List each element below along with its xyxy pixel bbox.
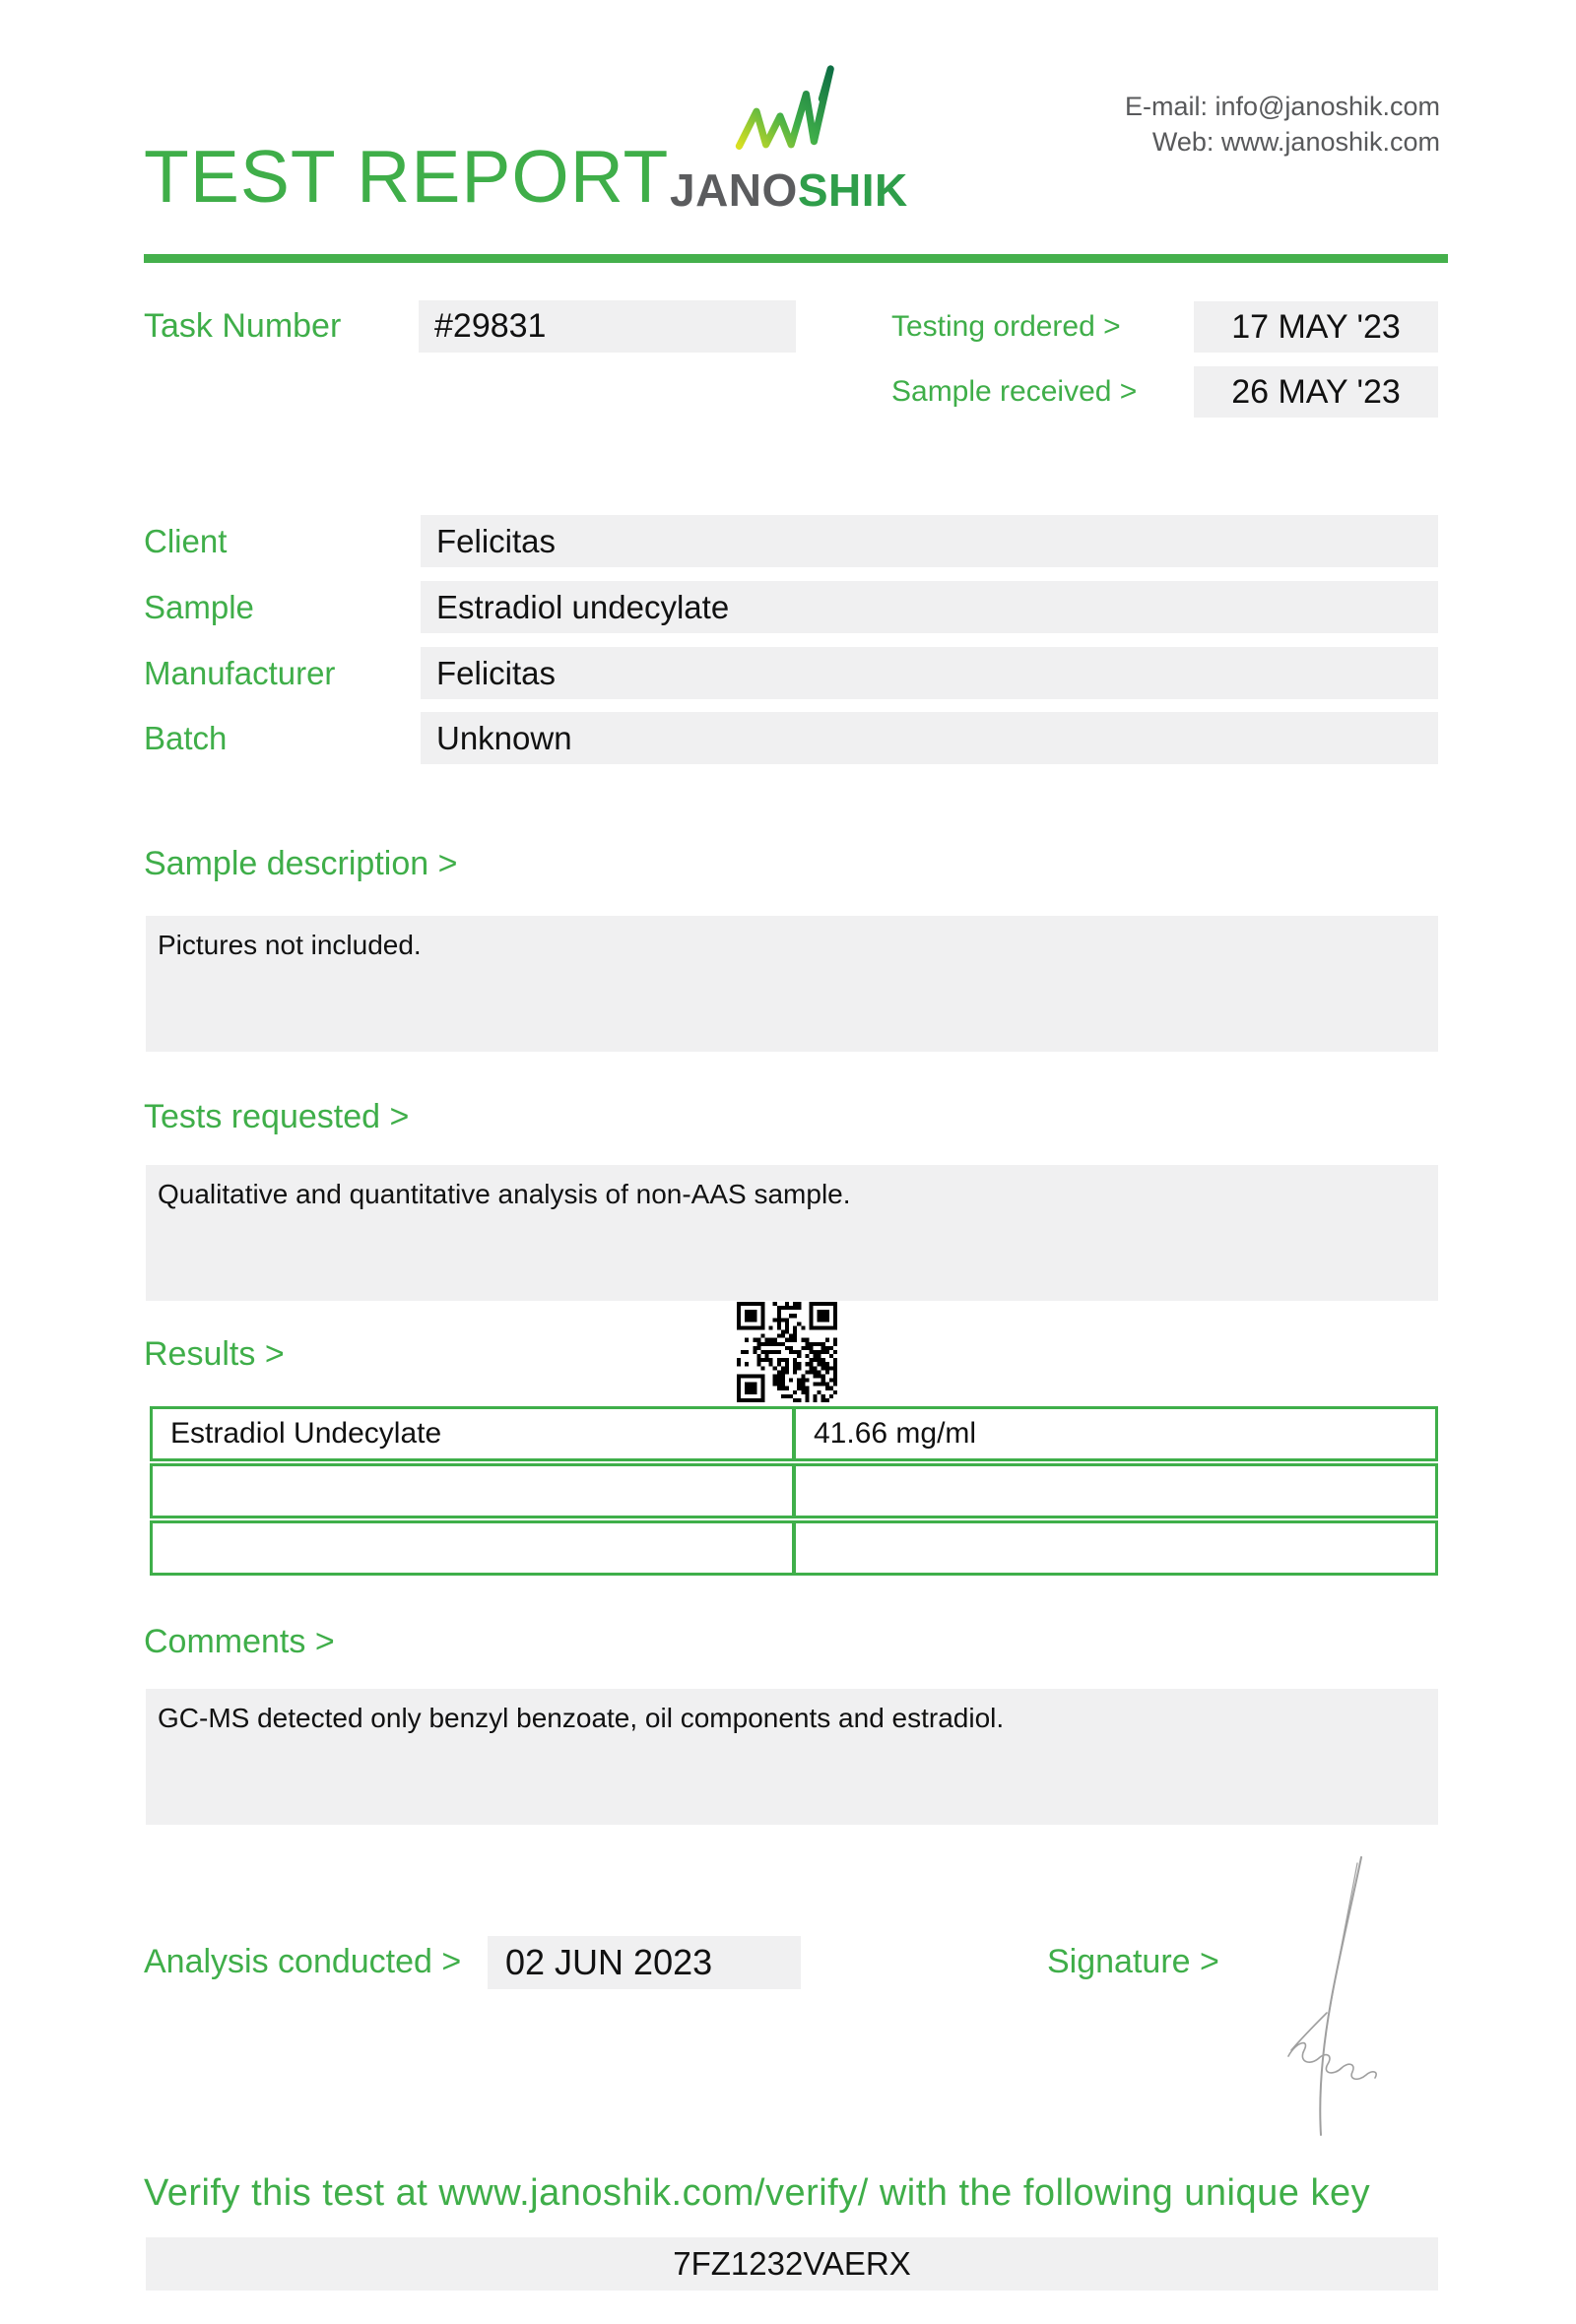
page-title: TEST REPORT xyxy=(144,135,670,218)
wordmark-green-part: SHIK xyxy=(797,164,908,216)
sample-label: Sample xyxy=(144,589,254,625)
result-value-cell xyxy=(794,1520,1438,1576)
results-table xyxy=(150,1406,1438,1578)
result-substance-cell xyxy=(150,1520,794,1576)
batch-value: Unknown xyxy=(421,712,1438,764)
email-line: E-mail: info@janoshik.com xyxy=(1124,92,1440,121)
sample-received-date: 26 MAY '23 xyxy=(1194,366,1438,418)
web-line: Web: www.janoshik.com xyxy=(1151,127,1440,157)
signature-image xyxy=(1264,1853,1412,2139)
sample-description-box xyxy=(146,916,1438,1052)
verify-instruction: Verify this test at www.janoshik.com/verify/ with the following unique key xyxy=(144,2172,1371,2214)
results-heading: Results > xyxy=(144,1335,285,1373)
header-divider xyxy=(144,254,1448,263)
manufacturer-value: Felicitas xyxy=(421,647,1438,699)
janoshik-logo-icon xyxy=(733,59,835,158)
unique-key-value: 7FZ1232VAERX xyxy=(146,2237,1438,2291)
comments-box xyxy=(146,1689,1438,1825)
contact-block xyxy=(1125,89,1440,160)
manufacturer-label: Manufacturer xyxy=(144,655,336,691)
result-value-cell xyxy=(794,1463,1438,1518)
wordmark-gray-part: JANO xyxy=(670,164,798,216)
table-row xyxy=(150,1463,1438,1518)
tests-requested-heading: Tests requested > xyxy=(144,1098,410,1135)
tests-requested-box xyxy=(146,1165,1438,1301)
analysis-conducted-label: Analysis conducted > xyxy=(144,1943,462,1980)
result-value-cell: 41.66 mg/ml xyxy=(794,1406,1438,1461)
qr-code xyxy=(737,1302,837,1402)
result-substance-cell xyxy=(150,1463,794,1518)
table-row xyxy=(150,1406,1438,1461)
sample-value: Estradiol undecylate xyxy=(421,581,1438,633)
batch-label: Batch xyxy=(144,720,228,756)
result-substance-cell: Estradiol Undecylate xyxy=(150,1406,794,1461)
sample-description-heading: Sample description > xyxy=(144,845,458,882)
tests-requested-text: Qualitative and quantitative analysis of non-AAS sample. xyxy=(158,1179,851,1209)
analysis-date: 02 JUN 2023 xyxy=(488,1936,801,1989)
comments-text: GC-MS detected only benzyl benzoate, oil components and estradiol. xyxy=(158,1703,1005,1733)
table-row xyxy=(150,1520,1438,1576)
sample-received-label: Sample received > xyxy=(891,375,1138,408)
janoshik-wordmark xyxy=(670,163,906,217)
client-value: Felicitas xyxy=(421,515,1438,567)
client-label: Client xyxy=(144,523,228,559)
sample-description-text: Pictures not included. xyxy=(158,930,422,960)
testing-ordered-date: 17 MAY '23 xyxy=(1194,301,1438,353)
signature-label: Signature > xyxy=(1047,1943,1219,1980)
task-number-value: #29831 xyxy=(419,300,796,353)
task-number-label: Task Number xyxy=(144,307,342,345)
testing-ordered-label: Testing ordered > xyxy=(891,310,1121,343)
comments-heading: Comments > xyxy=(144,1623,335,1660)
